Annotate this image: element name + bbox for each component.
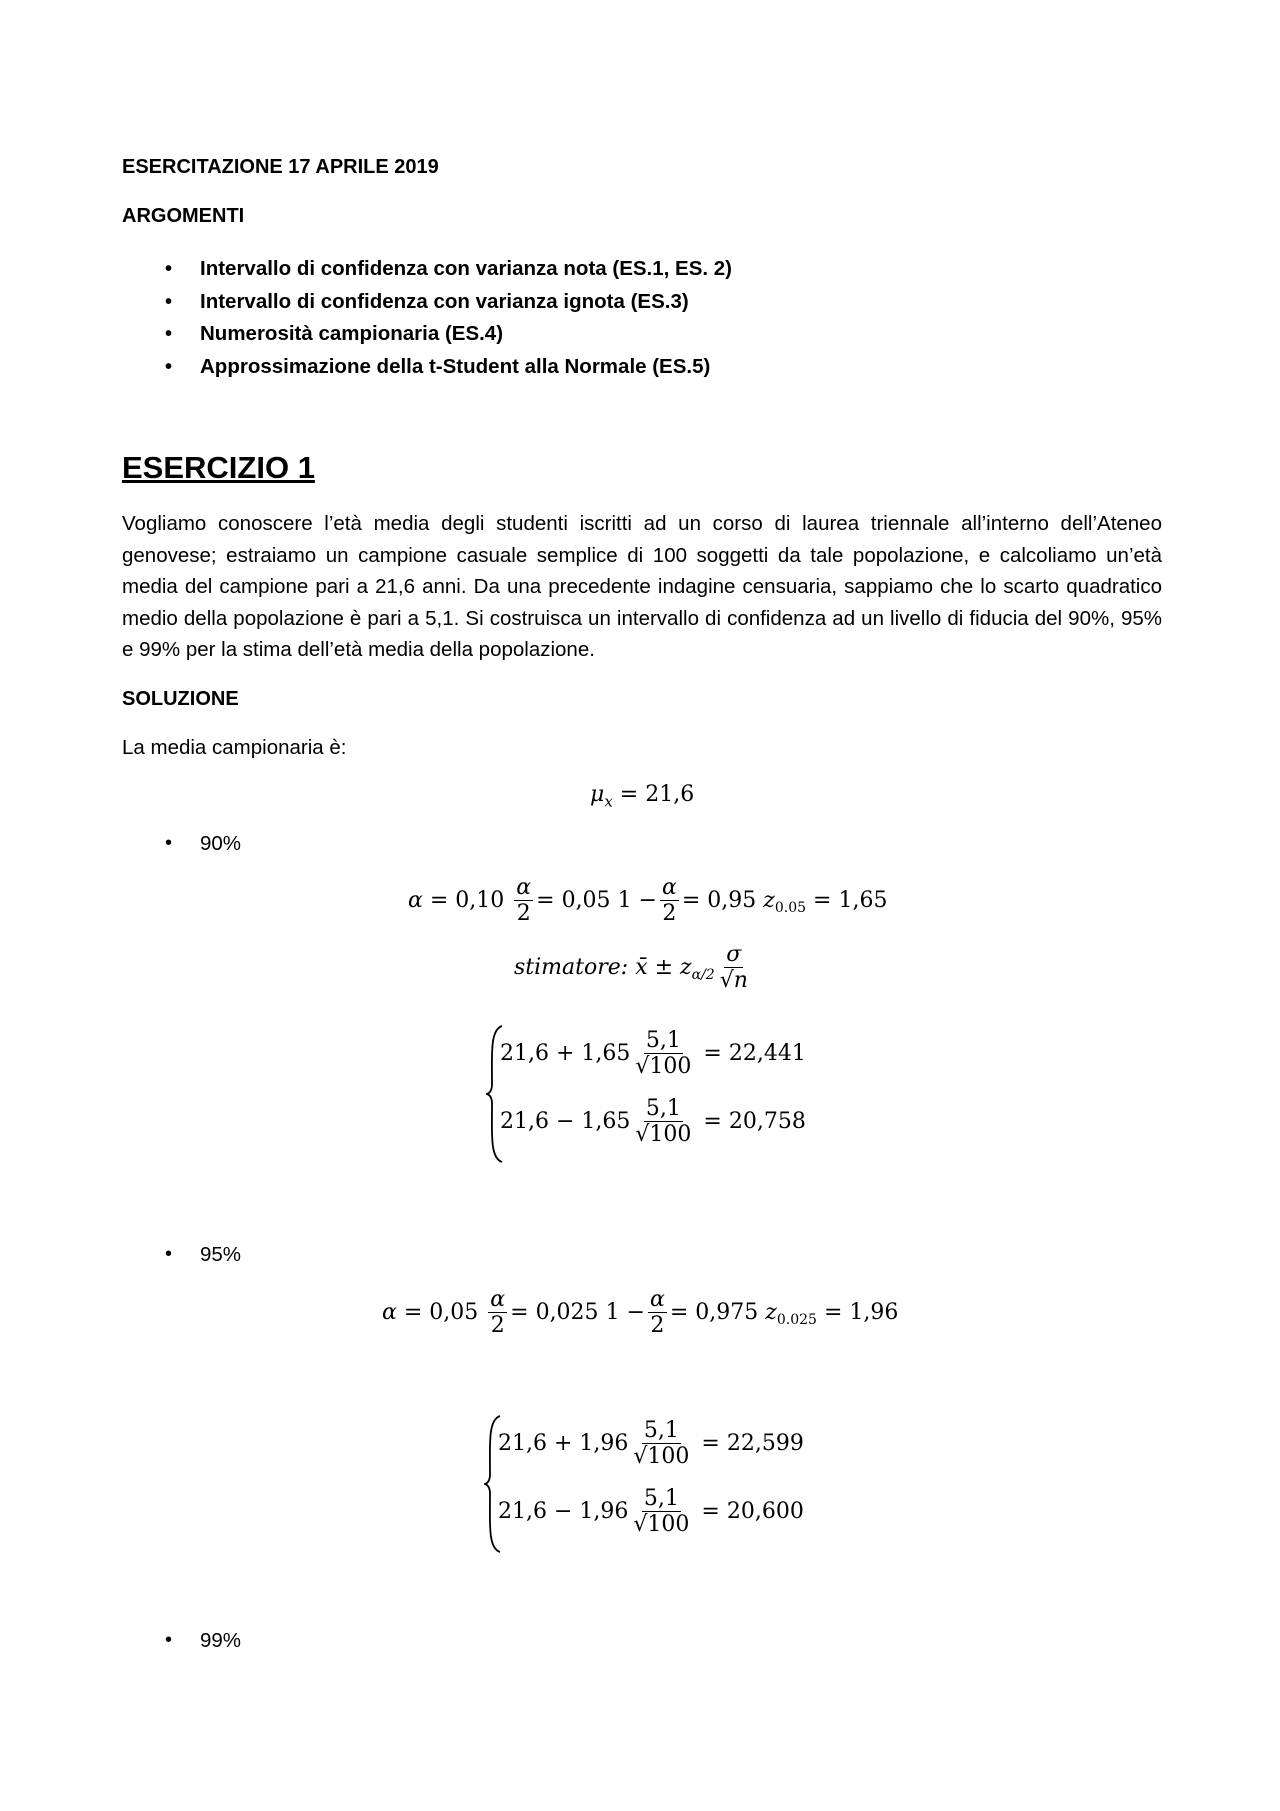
- lower-bound-row: 21,6 − 1,65 $\frac{5,1}{√100}$ = 20,758: [500, 1096, 806, 1148]
- sigma-fraction: $\frac{5,1}{√100}$: [633, 1418, 690, 1470]
- interval-system-90: [486, 1024, 826, 1164]
- interval-system-95: [484, 1414, 829, 1554]
- document-title: ESERCITAZIONE 17 APRILE 2019: [122, 156, 439, 178]
- mean-label: La media campionaria è:: [122, 736, 347, 759]
- upper-bound-row: 21,6 + 1,65 $\frac{5,1}{√100}$ = 22,441: [500, 1028, 806, 1080]
- solution-heading: SOLUZIONE: [122, 688, 239, 710]
- topics-list: [160, 253, 732, 383]
- alpha-formula-95: α = 0,05 $\frac{\alpha}{2}$ = 0,025 1 − $\frac{\alpha}{2}$ = 0,975 $z_{0.025} = 1,96$: [382, 1287, 899, 1339]
- alpha-half-fraction: $\frac{\alpha}{2}$: [490, 1287, 506, 1339]
- upper-bound-row: 21,6 + 1,96 $\frac{5,1}{√100}$ = 22,599: [498, 1418, 804, 1470]
- sigma-fraction: $\frac{5,1}{√100}$: [635, 1028, 692, 1080]
- level-90-item: • 90%: [165, 832, 242, 855]
- bullet-icon: •: [165, 258, 173, 280]
- sigma-over-sqrt-n: $\frac{\sigma}{√n}$: [719, 942, 748, 994]
- level-99-item: • 99%: [165, 1629, 242, 1652]
- bullet-icon: •: [165, 290, 173, 313]
- bullet-icon: •: [165, 1629, 173, 1651]
- bullet-icon: •: [165, 832, 173, 854]
- exercise-title: ESERCIZIO 1: [122, 450, 315, 485]
- alpha-half-fraction: $\frac{\alpha}{2}$: [516, 875, 532, 927]
- lower-bound-row: 21,6 − 1,96 $\frac{5,1}{√100}$ = 20,600: [498, 1486, 804, 1538]
- topics-heading: ARGOMENTI: [122, 205, 245, 227]
- bullet-icon: •: [165, 323, 173, 345]
- topic-item: • Approssimazione della t-Student alla Normale (ES.5): [160, 351, 732, 384]
- topic-item: • Intervallo di confidenza con varianza ignota (ES.3): [160, 286, 732, 319]
- alpha-half-fraction: $\frac{\alpha}{2}$: [650, 1287, 665, 1339]
- topic-item: • Numerosità campionaria (ES.4): [160, 318, 732, 351]
- estimator-formula: stimatore: x̄ ± $z_{\alpha/2}$ $\frac{\sigma}{√n}$: [514, 942, 748, 994]
- bullet-icon: •: [165, 1243, 173, 1265]
- mean-formula: $\mu_x = 21,6$: [590, 782, 695, 811]
- sigma-fraction: $\frac{5,1}{√100}$: [635, 1096, 692, 1148]
- alpha-half-fraction: $\frac{\alpha}{2}$: [662, 875, 677, 927]
- topic-item: • Intervallo di confidenza con varianza nota (ES.1, ES. 2): [160, 253, 732, 286]
- sigma-fraction: $\frac{5,1}{√100}$: [633, 1486, 690, 1538]
- level-95-item: • 95%: [165, 1243, 242, 1266]
- bullet-icon: •: [165, 355, 173, 378]
- alpha-formula-90: α = 0,10 $\frac{\alpha}{2}$ = 0,05 1 − $\frac{\alpha}{2}$ = 0,95 $z_{0.05} = 1,65$: [408, 875, 888, 927]
- exercise-text: Vogliamo conoscere l’età media degli studenti iscritti ad un corso di laurea triennale all’interno dell’Ateneo genovese; estraiamo un campione casuale semplice di 100 soggetti da tale popolazione, e calcoliamo un’età media del campione pari a 21,6 anni. Da una precedente indagine censuaria, sappiamo che lo scarto quadratico medio della popolazione è pari a 5,1. Si costruisca un intervallo di confidenza ad un livello di fiducia del 90%, 95% e 99% per la stima dell’età media della popolazione.: [122, 512, 1162, 661]
